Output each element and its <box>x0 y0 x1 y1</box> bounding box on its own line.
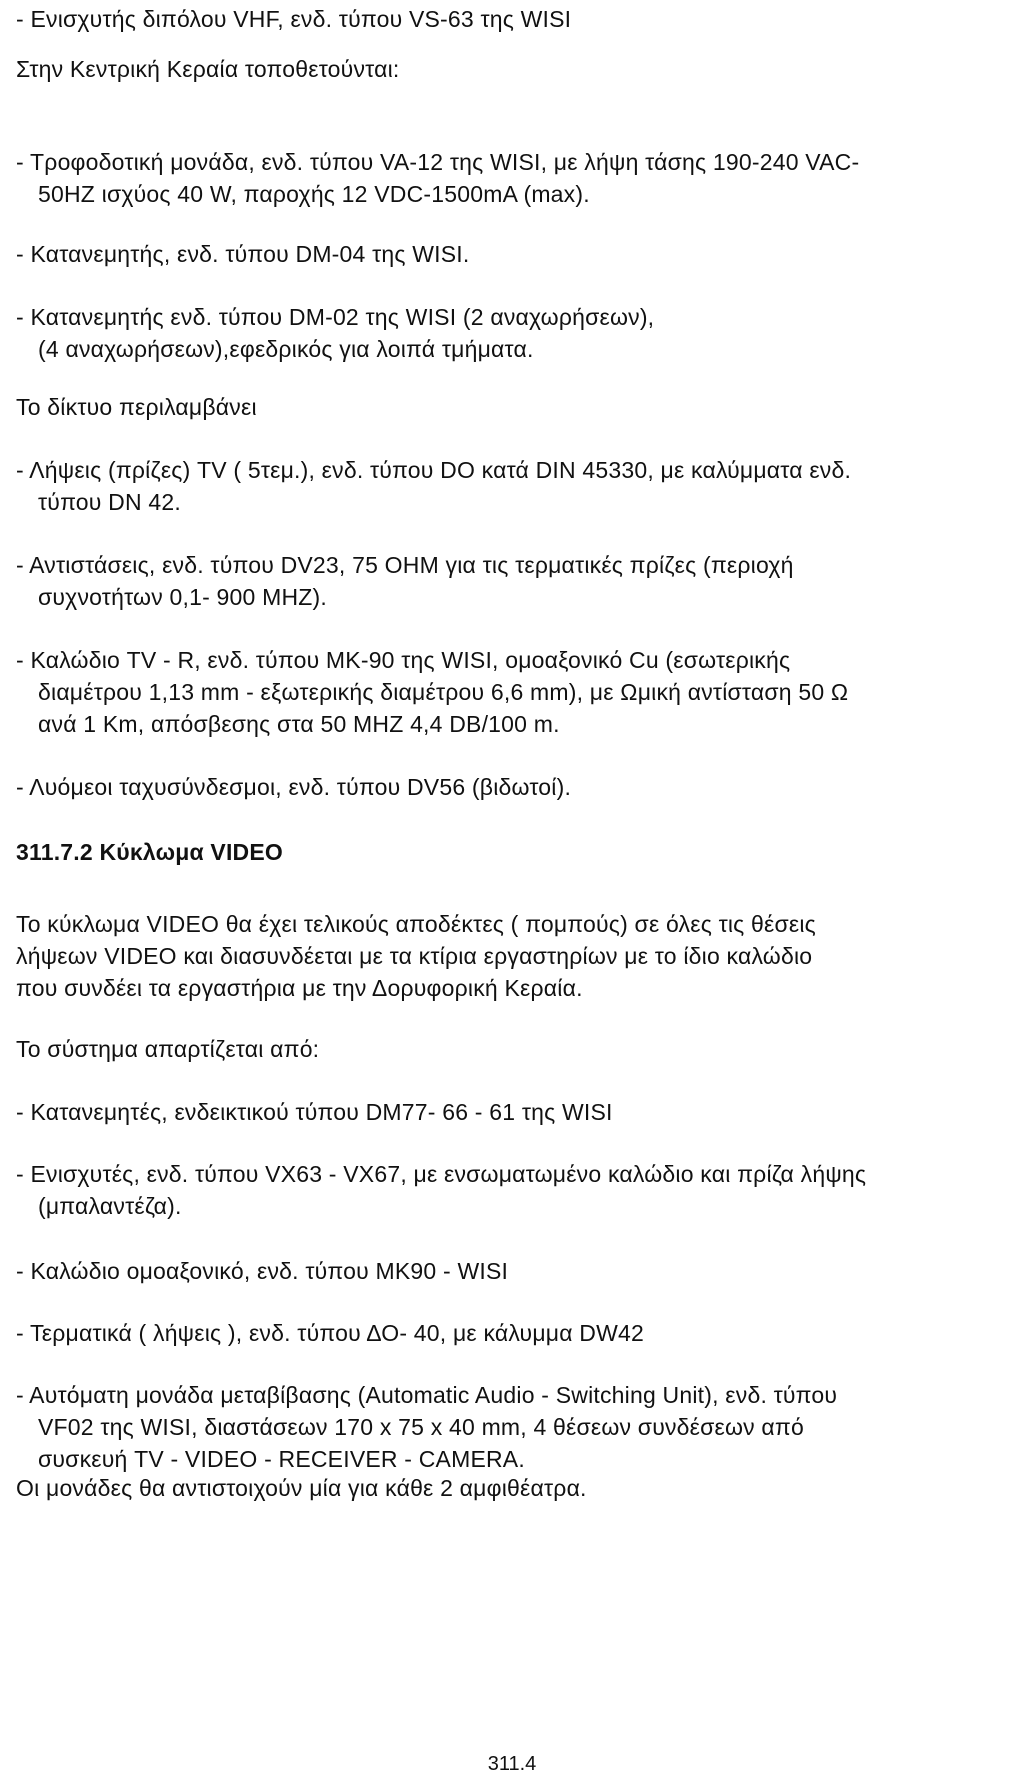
text-line: - Κατανεμητές, ενδεικτικού τύπου DM77- 66 - 61 της WISI <box>16 1099 613 1125</box>
text-line: που συνδέει τα εργαστήρια με την Δορυφορική Κεραία. <box>16 975 583 1001</box>
section-heading: 311.7.2 Κύκλωμα VIDEO <box>16 839 283 865</box>
text-line: - Αυτόματη μονάδα μεταβίβασης (Automatic Audio - Switching Unit), ενδ. τύπου <box>16 1382 838 1408</box>
text-line: - Καλώδιο TV - R, ενδ. τύπου MK-90 της WISI, ομοαξονικό Cu (εσωτερικής <box>16 647 791 673</box>
text-line: - Λήψεις (πρίζες) TV ( 5τεμ.), ενδ. τύπου DO κατά DIN 45330, με καλύμματα ενδ. <box>16 457 852 483</box>
text-line: VF02 της WISI, διαστάσεων 170 x 75 x 40 mm, 4 θέσεων συνδέσεων από <box>38 1414 804 1440</box>
text-line: - Κατανεμητής, ενδ. τύπου DM-04 της WISI. <box>16 241 470 267</box>
text-line: - Λυόμεοι ταχυσύνδεσμοι, ενδ. τύπου DV56 (βιδωτοί). <box>16 774 572 800</box>
page-number: 311.4 <box>487 1753 537 1775</box>
text-line: συσκευή TV - VIDEO - RECEIVER - CAMERA. <box>38 1446 525 1472</box>
text-line: Το δίκτυο περιλαμβάνει <box>16 394 257 420</box>
text-line: διαμέτρου 1,13 mm - εξωτερικής διαμέτρου 6,6 mm), με Ωμική αντίσταση 50 Ω <box>38 679 849 705</box>
text-line: 50HZ ισχύος 40 W, παροχής 12 VDC-1500mA (max). <box>38 181 590 207</box>
text-line: λήψεων VIDEO και διασυνδέεται με τα κτίρια εργαστηρίων με το ίδιο καλώδιο <box>16 943 813 969</box>
text-line: (4 αναχωρήσεων),εφεδρικός για λοιπά τμήματα. <box>38 336 534 362</box>
text-line: - Καλώδιο ομοαξονικό, ενδ. τύπου MK90 - WISI <box>16 1258 509 1284</box>
text-line: συχνοτήτων 0,1- 900 MHZ). <box>38 584 327 610</box>
text-line: Το κύκλωμα VIDEO θα έχει τελικούς αποδέκτες ( πομπούς) σε όλες τις θέσεις <box>16 911 816 937</box>
text-line: - Ενισχυτής διπόλου VHF, ενδ. τύπου VS-63 της WISI <box>16 6 572 32</box>
text-line: Το σύστημα απαρτίζεται από: <box>16 1036 320 1062</box>
text-line: ανά 1 Km, απόσβεσης στα 50 MHZ 4,4 DB/100 m. <box>38 711 560 737</box>
text-line: - Τερματικά ( λήψεις ), ενδ. τύπου ΔΟ- 40, με κάλυμμα DW42 <box>16 1320 645 1346</box>
text-line: - Ενισχυτές, ενδ. τύπου VX63 - VX67, με ενσωματωμένο καλώδιο και πρίζα λήψης <box>16 1161 867 1187</box>
text-line: - Τροφοδοτική μονάδα, ενδ. τύπου VA-12 της WISI, με λήψη τάσης 190-240 VAC- <box>16 149 860 175</box>
text-line: - Κατανεμητής ενδ. τύπου DM-02 της WISI (2 αναχωρήσεων), <box>16 304 655 330</box>
text-line: τύπου DN 42. <box>38 489 181 515</box>
text-line: Στην Κεντρική Κεραία τοποθετούνται: <box>16 56 400 82</box>
text-line: Οι μονάδες θα αντιστοιχούν μία για κάθε 2 αμφιθέατρα. <box>16 1475 587 1501</box>
text-line: - Αντιστάσεις, ενδ. τύπου DV23, 75 OHM για τις τερματικές πρίζες (περιοχή <box>16 552 794 578</box>
text-line: (μπαλαντέζα). <box>38 1193 182 1219</box>
